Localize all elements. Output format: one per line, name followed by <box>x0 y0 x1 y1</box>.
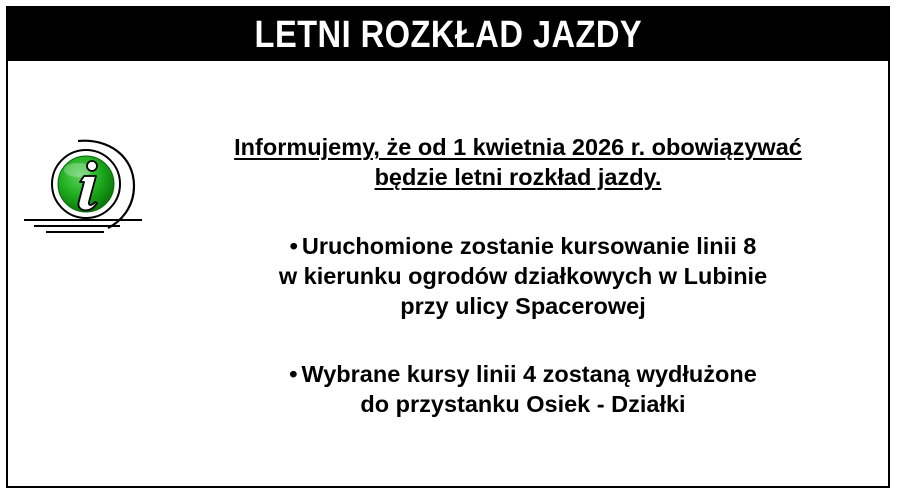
notice-frame <box>6 6 890 488</box>
notice-text <box>158 132 878 192</box>
bullet-line: przy ulicy Spacerowej <box>400 293 646 319</box>
bullet-line <box>178 231 868 261</box>
bullet-line: w kierunku ogrodów działkowych w Lubinie <box>278 263 768 289</box>
bullet-item <box>178 231 868 321</box>
notice-line: Informujemy, że od 1 kwietnia 2026 r. obowiązywać <box>234 134 802 160</box>
page-title: LETNI ROZKŁAD JAZDY <box>254 13 642 56</box>
bullet-line: do przystanku Osiek - Działki <box>360 391 686 417</box>
bullet-item <box>178 359 868 419</box>
bullet-icon: • <box>289 233 298 259</box>
bullet-icon: • <box>289 361 298 387</box>
bullet-text: Uruchomione zostanie kursowanie linii 8 <box>301 233 757 259</box>
bullet-text: Wybrane kursy linii 4 zostaną wydłużone <box>301 361 757 387</box>
info-icon <box>16 136 146 242</box>
title-bar <box>8 8 888 61</box>
notice-line: będzie letni rozkład jazdy. <box>374 164 662 190</box>
bullet-line <box>178 359 868 389</box>
